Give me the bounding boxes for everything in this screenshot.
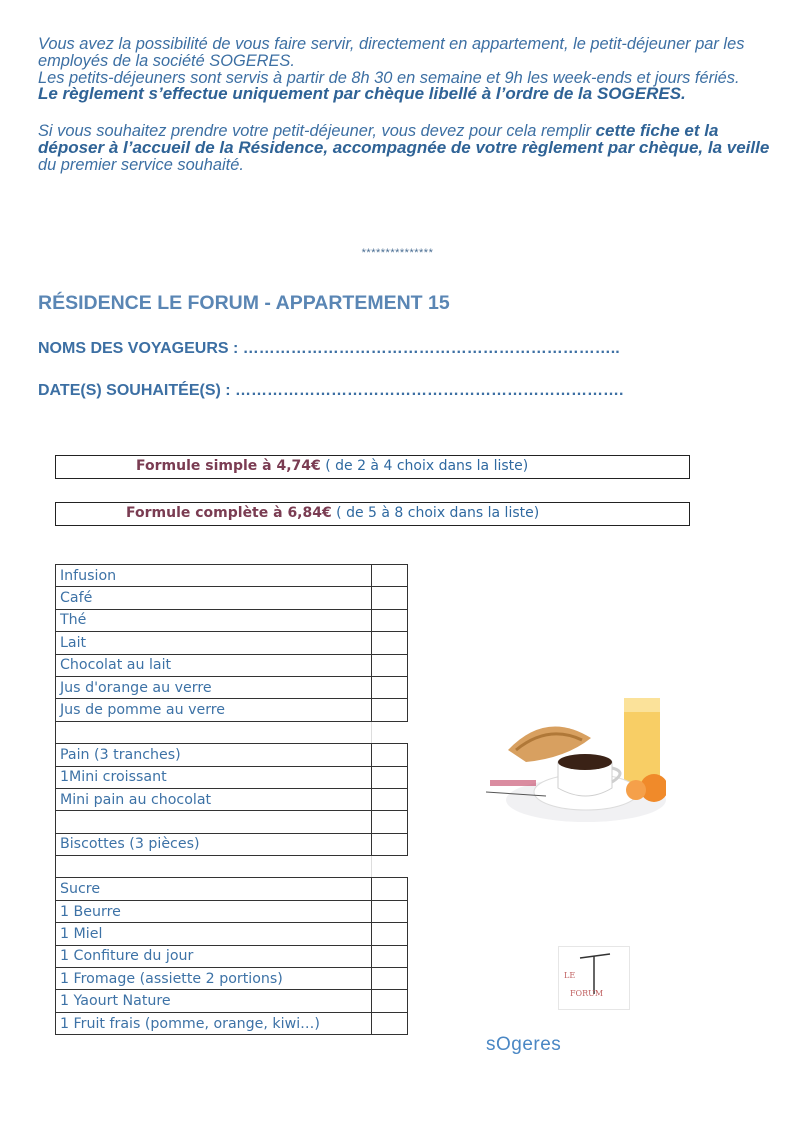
formule-complete-name: Formule complète à 6,84€ (126, 505, 332, 521)
menu-item-label: 1 Confiture du jour (56, 945, 372, 967)
menu-row (56, 766, 408, 788)
menu-item-label: Infusion (56, 565, 372, 587)
menu-row (56, 1012, 408, 1034)
menu-spacer-row (56, 721, 408, 743)
menu-checkbox[interactable] (372, 833, 408, 855)
menu-row (56, 945, 408, 967)
menu-item-label: Jus de pomme au verre (56, 699, 372, 721)
menu-checklist (55, 564, 408, 1035)
formule-simple-box[interactable] (55, 455, 690, 479)
menu-row (56, 744, 408, 766)
menu-checkbox[interactable] (372, 923, 408, 945)
menu-row (56, 565, 408, 587)
menu-checkbox[interactable] (372, 900, 408, 922)
menu-checkbox[interactable] (372, 945, 408, 967)
le-forum-logo (558, 946, 630, 1010)
menu-item-label: 1Mini croissant (56, 766, 372, 788)
instructions-part-2: du premier service souhaité. (38, 155, 244, 174)
intro-paragraph-2: Les petits-déjeuners sont servis à partir de 8h 30 en semaine et 9h les week-ends et jours fériés. (38, 68, 740, 87)
menu-item-label: Chocolat au lait (56, 654, 372, 676)
menu-item-label: Mini pain au chocolat (56, 788, 372, 810)
intro-text (38, 36, 774, 174)
menu-row (56, 788, 408, 810)
forum-logo-le: LE (564, 971, 576, 980)
travelers-names-field[interactable]: NOMS DES VOYAGEURS : …………………………………………………………….. (38, 340, 620, 357)
instructions-bold: cette fiche et la déposer à l’accueil de la Résidence, accompagnée de votre règlement par chèque, la veille (38, 121, 770, 157)
sogeres-logo: sOgeres (486, 1034, 562, 1055)
menu-checkbox[interactable] (372, 878, 408, 900)
menu-spacer-row (56, 856, 408, 878)
menu-checkbox[interactable] (372, 766, 408, 788)
instructions-paragraph (38, 123, 774, 173)
forum-logo-name: FORUM (570, 989, 604, 998)
menu-checkbox[interactable] (372, 968, 408, 990)
menu-checkbox[interactable] (372, 609, 408, 631)
menu-row (56, 676, 408, 698)
menu-row (56, 968, 408, 990)
menu-item-label (56, 811, 372, 833)
menu-checkbox[interactable] (372, 699, 408, 721)
menu-checkbox[interactable] (372, 744, 408, 766)
menu-checkbox[interactable] (372, 632, 408, 654)
formule-simple-note: ( de 2 à 4 choix dans la liste) (320, 458, 529, 474)
menu-row (56, 654, 408, 676)
menu-row (56, 990, 408, 1012)
payment-notice: Le règlement s’effectue uniquement par chèque libellé à l’ordre de la SOGERES. (38, 84, 686, 104)
breakfast-photo (486, 680, 666, 830)
menu-checkbox[interactable] (372, 676, 408, 698)
formule-complete-note: ( de 5 à 8 choix dans la liste) (331, 505, 540, 521)
formule-complete-box[interactable] (55, 502, 690, 526)
menu-checkbox[interactable] (372, 990, 408, 1012)
menu-item-label: 1 Fromage (assiette 2 portions) (56, 968, 372, 990)
menu-row (56, 923, 408, 945)
menu-item-label: Biscottes (3 pièces) (56, 833, 372, 855)
intro-paragraph-1: Vous avez la possibilité de vous faire servir, directement en appartement, le petit-déjeuner par les employés de la société SOGERES. (38, 35, 745, 70)
menu-item-label: Jus d'orange au verre (56, 676, 372, 698)
menu-item-label: Café (56, 587, 372, 609)
menu-checkbox[interactable] (372, 654, 408, 676)
menu-item-label: 1 Miel (56, 923, 372, 945)
menu-row (56, 632, 408, 654)
menu-item-label: Thé (56, 609, 372, 631)
menu-row (56, 878, 408, 900)
desired-dates-field[interactable]: DATE(S) SOUHAITÉE(S) : ………………………………………………………………. (38, 382, 624, 399)
menu-row (56, 833, 408, 855)
menu-row (56, 587, 408, 609)
menu-checkbox[interactable] (372, 788, 408, 810)
menu-item-label: 1 Fruit frais (pomme, orange, kiwi…) (56, 1012, 372, 1034)
menu-row (56, 811, 408, 833)
residence-title: RÉSIDENCE LE FORUM - APPARTEMENT 15 (38, 292, 450, 314)
menu-checkbox[interactable] (372, 587, 408, 609)
instructions-part-1: Si vous souhaitez prendre votre petit-déjeuner, vous devez pour cela remplir (38, 122, 596, 141)
menu-item-label: 1 Yaourt Nature (56, 990, 372, 1012)
menu-checkbox[interactable] (372, 811, 408, 833)
menu-checkbox[interactable] (372, 565, 408, 587)
menu-row (56, 609, 408, 631)
menu-item-label: Pain (3 tranches) (56, 744, 372, 766)
menu-item-label: Lait (56, 632, 372, 654)
menu-item-label: 1 Beurre (56, 900, 372, 922)
menu-item-label: Sucre (56, 878, 372, 900)
menu-row (56, 900, 408, 922)
menu-checkbox[interactable] (372, 1012, 408, 1034)
formule-simple-name: Formule simple à 4,74€ (136, 458, 321, 474)
menu-row (56, 699, 408, 721)
separator-stars: *************** (361, 247, 434, 259)
